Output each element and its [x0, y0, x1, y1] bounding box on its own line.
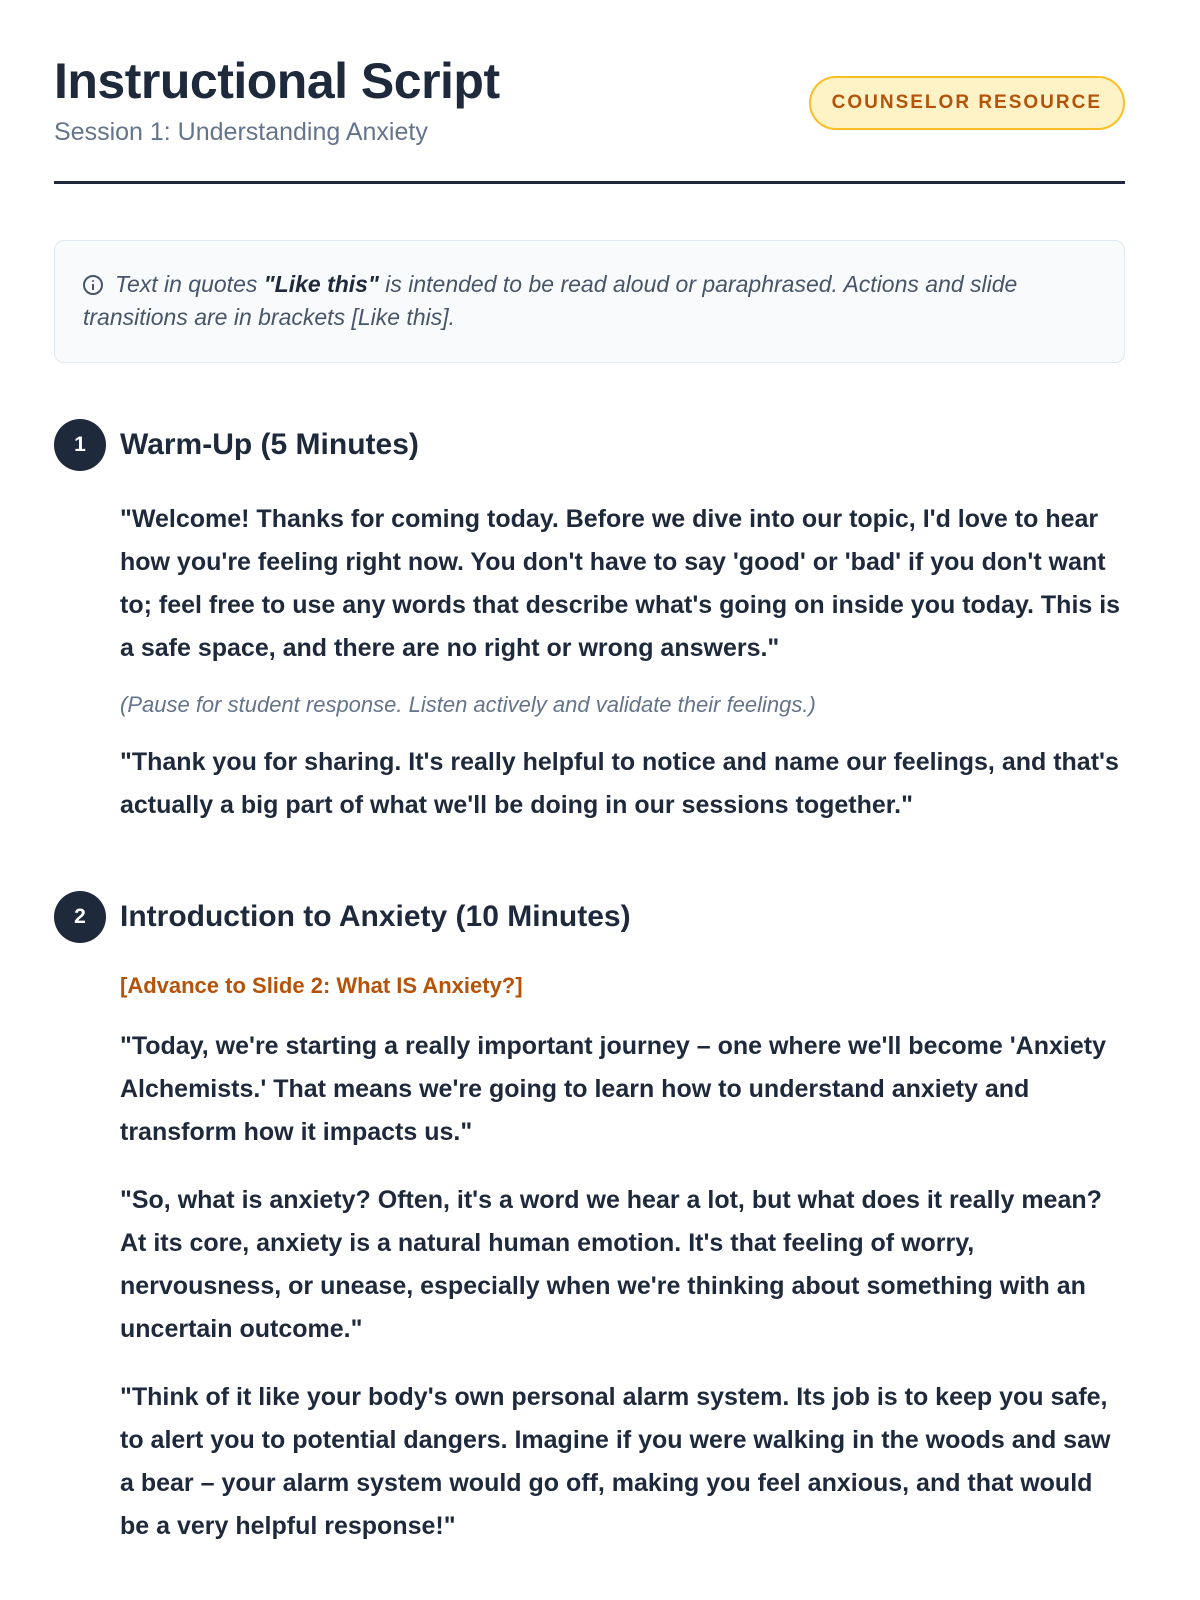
section-warm-up [54, 419, 1125, 827]
note-text-before: Text in quotes [115, 271, 264, 297]
pause-direction: (Pause for student response. Listen actively and validate their feelings.) [120, 692, 816, 717]
note-text-after: is intended to be read aloud or paraphrased. Actions and slide transitions are in brackets [Like this]. [83, 271, 1018, 330]
section-header [54, 419, 1125, 471]
section-body [54, 969, 1125, 1548]
page-header [54, 0, 1125, 184]
session-subtitle: Session 1: Understanding Anxiety [54, 118, 428, 146]
step-number-badge: 1 [54, 419, 106, 471]
script-paragraph: "Think of it like your body's own personal alarm system. Its job is to keep you safe, to alert you to potential dangers. Imagine if you were walking in the woods and saw a bear – your alarm system would go off, making you feel anxious, and that would be a very helpful response!" [120, 1383, 1111, 1540]
page-title: Instructional Script [54, 53, 500, 109]
counselor-resource-badge: COUNSELOR RESOURCE [809, 76, 1125, 130]
script-paragraph: "Welcome! Thanks for coming today. Before we dive into our topic, I'd love to hear how you're feeling right now. You don't have to say 'good' or 'bad' if you don't want to; feel free to use any words that describe what's going on inside you today. This is a safe space, and there are no right or wrong answers." [120, 505, 1121, 662]
script-paragraph: "So, what is anxiety? Often, it's a word we hear a lot, but what does it really mean? At its core, anxiety is a natural human emotion. It's that feeling of worry, nervousness, or unease, especially when we're thinking about something with an uncertain outcome." [120, 1186, 1102, 1343]
script-paragraph: "Thank you for sharing. It's really helpful to notice and name our feelings, and that's actually a big part of what we'll be doing in our sessions together." [120, 748, 1119, 819]
section-title: Introduction to Anxiety (10 Minutes) [120, 900, 631, 933]
script-paragraph: "Today, we're starting a really important journey – one where we'll become 'Anxiety Alchemists.' That means we're going to learn how to understand anxiety and transform how it impacts us." [120, 1032, 1106, 1146]
section-body [54, 498, 1125, 827]
reading-instructions-note [54, 240, 1125, 363]
step-number-badge: 2 [54, 891, 106, 943]
slide-action: [Advance to Slide 2: What IS Anxiety?] [120, 973, 523, 998]
section-header [54, 891, 1125, 943]
info-icon [83, 275, 103, 295]
note-emphasis: "Like this" [263, 271, 379, 297]
section-introduction-to-anxiety [54, 891, 1125, 1548]
section-title: Warm-Up (5 Minutes) [120, 428, 419, 461]
